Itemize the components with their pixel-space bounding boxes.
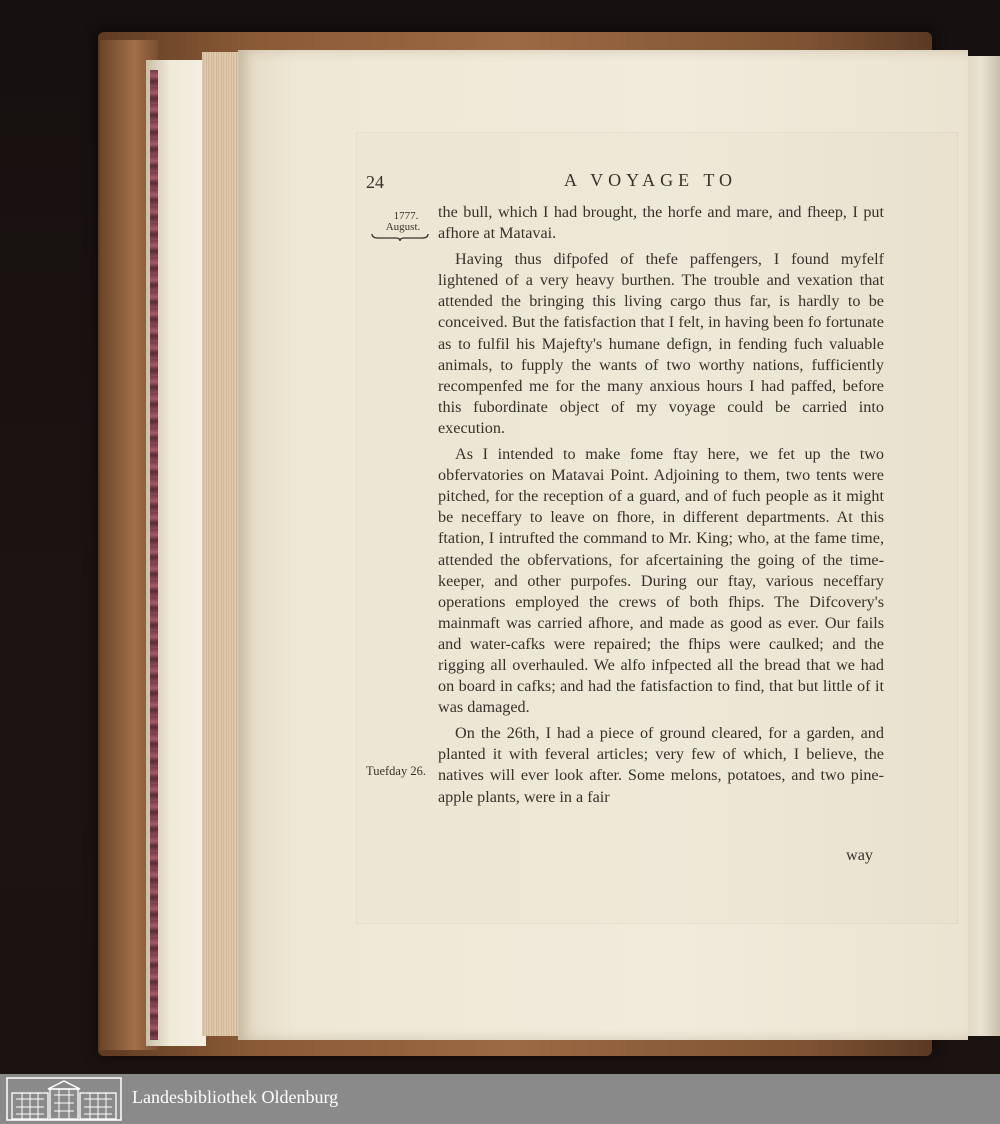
paragraph-4: On the 26th, I had a piece of ground cleared, for a garden, and planted it with feveral articles; very few of which, I believe, the natives will ever look after. Some melons, potatoes, and two pine-apple plants, were in a fair <box>438 724 884 806</box>
page-number: 24 <box>366 172 384 192</box>
margin-month: August. <box>385 221 421 233</box>
body-text <box>438 202 884 813</box>
brace-icon <box>370 232 430 242</box>
margin-year: 1777. <box>393 210 419 222</box>
library-building-icon <box>6 1077 122 1121</box>
paragraph-1: the bull, which I had brought, the horfe and mare, and fheep, I put afhore at Matavai. <box>438 203 884 243</box>
paragraph-2: Having thus difpofed of thefe paffengers, I found myfelf lightened of a very heavy burthen. The trouble and vexation that attended the bringing this living cargo thus far, is hardly to be conceived. But the fatisfaction that I felt, in having been fo fortunate as to fulfil his Majefty's humane defign, in fending fuch valuable animals, to fupply the wants of two worthy nations, fufficiently recompenfed me for the many anxious hours I had paffed, before this fubordinate object of my voyage could be carried into execution. <box>438 250 884 437</box>
page-stack <box>202 52 240 1036</box>
marbled-edge <box>150 70 158 1040</box>
running-head: A VOYAGE TO <box>564 170 738 190</box>
paragraph-3: As I intended to make fome ftay here, we fet up the two obfervatories on Matavai Point. Adjoining to them, two tents were pitched, for the reception of a guard, and of fuch people as it might be neceffary to leave on fhore, in different departments. At this ftation, I intrufted the command to Mr. King; who, at the fame time, attended the obfervations, for afcertaining the going of the time-keeper, and other purpofes. During our ftay, various neceffary operations employed the crews of both fhips. The Difcovery's mainmaft was carried afhore, and made as good as ever. Our fails and water-cafks were repaired; the fhips were caulked; and the rigging all overhauled. We alfo infpected all the bread that we had on board in cafks; and had the fatisfaction to find, that but little of it was damaged. <box>438 445 884 717</box>
institution-name[interactable]: Landesbibliothek Oldenburg <box>132 1087 339 1107</box>
margin-date: Tuefday 26. <box>366 764 426 778</box>
catch-word: way <box>846 846 873 864</box>
